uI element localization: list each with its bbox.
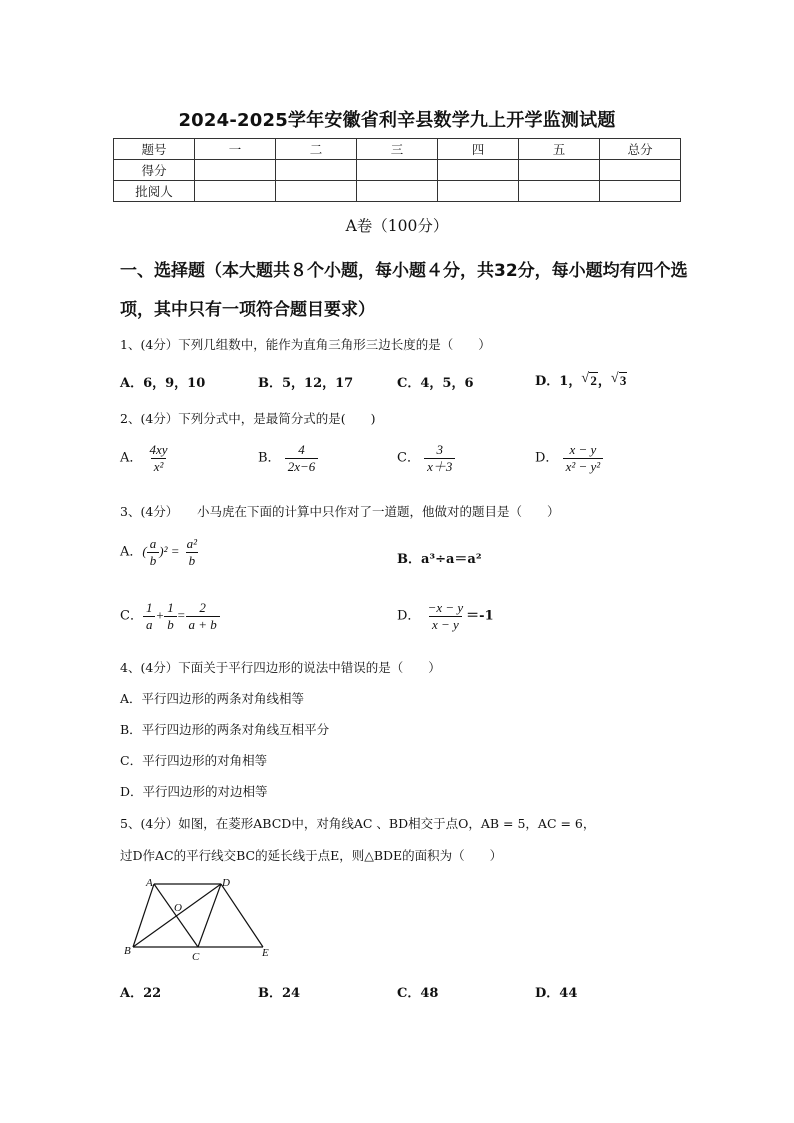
q4-option-b: B．平行四边形的两条对角线互相平分 — [120, 722, 330, 737]
q1-option-d — [535, 370, 627, 389]
score-header-cell: 一 — [195, 139, 276, 160]
sqrt-3-value: 3 — [619, 373, 627, 388]
numerator: x − y — [569, 442, 597, 457]
score-header-cell: 总分 — [600, 139, 681, 160]
denominator: x − y — [429, 616, 462, 632]
q2-option-b — [258, 443, 318, 473]
numerator: 3 — [436, 442, 443, 457]
option-label: B． — [258, 450, 281, 466]
q2-c-fraction — [424, 443, 455, 473]
numerator: 1 — [145, 600, 153, 615]
denominator: b — [164, 616, 177, 632]
q2-b-fraction — [285, 443, 319, 473]
diagonal-bd — [133, 884, 221, 947]
score-header-cell: 五 — [519, 139, 600, 160]
option-label: C． — [397, 450, 420, 466]
denominator: b — [147, 552, 160, 568]
q1-option-c: C．4，5，6 — [397, 376, 474, 391]
denominator: 2x−6 — [285, 458, 319, 474]
question-1-stem: 1、(4分）下列几组数中，能作为直角三角形三边长度的是（ ） — [120, 337, 491, 352]
sqrt-3: √ 3 — [610, 371, 627, 388]
paren: ( — [142, 543, 147, 559]
q2-d-fraction — [563, 443, 604, 473]
rhombus-figure — [118, 874, 278, 966]
score-header-cell: 题号 — [114, 139, 195, 160]
q3-d-fraction — [425, 601, 467, 631]
q3-a-fraction-2 — [184, 537, 200, 567]
part1-heading: 一、选择题（本大题共８个小题，每小题４分，共32分，每小题均有四个选项，其中只有一项符合题目要求） — [120, 261, 688, 320]
q5-option-b: B．24 — [258, 986, 301, 1001]
q5-option-c: C．48 — [397, 986, 439, 1001]
denominator: a — [143, 616, 156, 632]
label-c: C — [192, 951, 200, 963]
score-header-cell: 四 — [438, 139, 519, 160]
q3-option-a — [120, 537, 200, 567]
numerator: a — [149, 536, 157, 551]
equals-sign: = — [176, 607, 186, 623]
score-row-label: 得分 — [114, 160, 195, 181]
label-a: A — [146, 877, 153, 889]
question-2-stem: 2、(4分）下列分式中，是最简分式的是( ) — [120, 411, 376, 426]
score-table-row — [114, 181, 681, 202]
denominator: x² − y² — [563, 458, 604, 474]
label-o: O — [174, 902, 182, 914]
option-label: A． — [120, 544, 143, 560]
q2-option-d — [535, 443, 603, 473]
score-row-label: 批阅人 — [114, 181, 195, 202]
denominator: x² — [151, 458, 167, 474]
q4-option-d: D．平行四边形的对边相等 — [120, 784, 268, 799]
q3-option-c — [120, 601, 220, 631]
q1-option-d-prefix: D．1， — [535, 374, 582, 389]
numerator: 4xy — [149, 442, 168, 457]
q5-option-d: D．44 — [535, 986, 578, 1001]
option-label: C． — [120, 608, 143, 624]
numerator: 4 — [298, 442, 305, 457]
q5-option-a: A．22 — [120, 986, 162, 1001]
score-table-header-row — [114, 139, 681, 160]
denominator: x＋3 — [424, 458, 455, 474]
q3-c-fraction-3 — [186, 601, 220, 631]
score-header-cell: 三 — [357, 139, 438, 160]
q4-option-a: A．平行四边形的两条对角线相等 — [120, 691, 305, 706]
question-4-stem: 4、(4分）下面关于平行四边形的说法中错误的是（ ） — [120, 660, 441, 675]
label-e: E — [262, 947, 269, 959]
q2-a-fraction — [147, 443, 171, 473]
q1-option-a: A．6，9，10 — [120, 376, 206, 391]
sqrt-2: √ 2 — [581, 371, 597, 388]
label-b: B — [124, 945, 131, 957]
q3-c-fraction-1 — [143, 601, 156, 631]
score-table — [113, 138, 681, 202]
question-3-stem: 3、(4分） 小马虎在下面的计算中只作对了一道题，他做对的题目是（ ） — [120, 504, 560, 519]
sqrt-2-value: 2 — [590, 373, 597, 388]
q3-c-fraction-2 — [164, 601, 177, 631]
q2-option-a — [120, 443, 171, 473]
numerator: −x − y — [427, 600, 464, 615]
numerator: a² — [186, 536, 198, 551]
exam-title: 2024-2025学年安徽省利辛县数学九上开学监测试题 — [178, 110, 616, 131]
question-5-line-2: 过D作AC的平行线交BC的延长线于点E，则△BDE的面积为（ ） — [120, 848, 503, 863]
section-a-heading: A卷（100分） — [345, 217, 449, 235]
q4-option-c: C．平行四边形的对角相等 — [120, 753, 268, 768]
plus-sign: + — [155, 607, 165, 623]
score-table-row — [114, 160, 681, 181]
paren-square-equals: )² = — [159, 543, 180, 559]
q1-option-b: B．5，12，17 — [258, 376, 354, 391]
option-label: A． — [120, 450, 143, 466]
segment-dc — [198, 884, 221, 947]
question-5-line-1: 5、(4分）如图，在菱形ABCD中，对角线AC 、BD相交于点O，AB = 5，AC = 6， — [120, 816, 596, 831]
numerator: 2 — [199, 600, 206, 615]
denominator: b — [186, 552, 199, 568]
numerator: 1 — [167, 600, 174, 615]
segment-de — [221, 884, 263, 947]
option-label: D． — [397, 608, 421, 624]
q1-option-d-sep: ， — [597, 374, 611, 389]
denominator: a + b — [186, 616, 220, 632]
option-label: D． — [535, 450, 559, 466]
segment-ab — [133, 884, 154, 947]
score-header-cell: 二 — [276, 139, 357, 160]
q3-option-d — [397, 601, 494, 631]
q2-option-c — [397, 443, 455, 473]
label-d: D — [222, 877, 230, 889]
q3-d-result: ＝-1 — [466, 608, 494, 624]
q3-option-b: B．a³÷a＝a² — [397, 552, 482, 567]
q3-a-fraction-1 — [147, 537, 160, 567]
